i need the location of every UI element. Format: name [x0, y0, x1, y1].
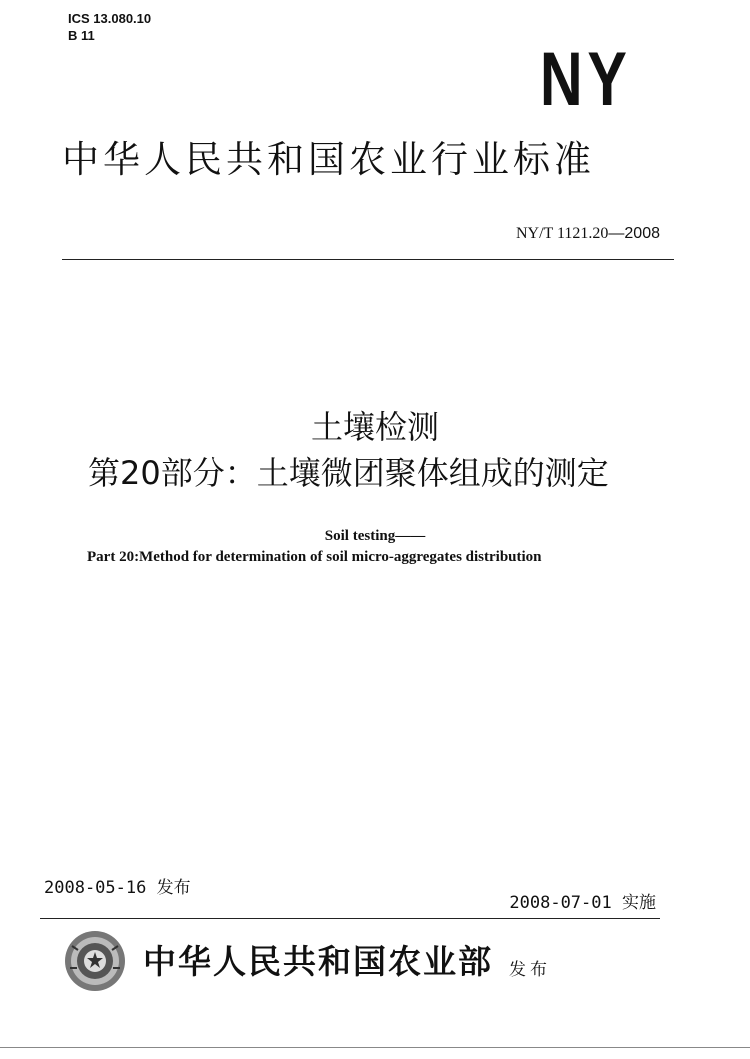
implementation-date	[509, 893, 656, 913]
issue-date-label: 发布	[156, 878, 191, 898]
header-divider	[62, 259, 674, 260]
standard-code	[516, 224, 660, 244]
chinese-title-line1: 土壤检测	[310, 408, 439, 446]
footer-divider	[40, 918, 660, 919]
standard-title: 中华人民共和国农业行业标准	[62, 138, 595, 181]
standard-code-year: —2008	[608, 225, 660, 242]
impl-date-label: 实施	[622, 893, 656, 913]
issued-label: 发布	[509, 960, 551, 980]
standard-code-prefix: NY/T 1121.20	[515, 225, 609, 242]
ministry-name: 中华人民共和国农业部	[143, 942, 493, 981]
classification-codes	[68, 10, 151, 44]
national-emblem-icon	[62, 928, 128, 994]
english-title-line1: Soil testing——	[324, 528, 426, 544]
issue-date	[44, 878, 191, 898]
ics-code: ICS 13.080.10	[68, 11, 152, 26]
issue-date-value: 2008-05-16	[44, 878, 147, 898]
ccs-code: B 11	[68, 28, 95, 43]
page-bottom-line	[0, 1047, 750, 1048]
impl-date-value: 2008-07-01	[509, 893, 612, 913]
english-title-line2: Part 20:Method for determination of soil micro-aggregates distribution	[87, 549, 542, 565]
chinese-title-line2: 第20部分：土壤微团聚体组成的测定	[88, 454, 609, 492]
ny-logo-mark: NY	[540, 37, 632, 122]
